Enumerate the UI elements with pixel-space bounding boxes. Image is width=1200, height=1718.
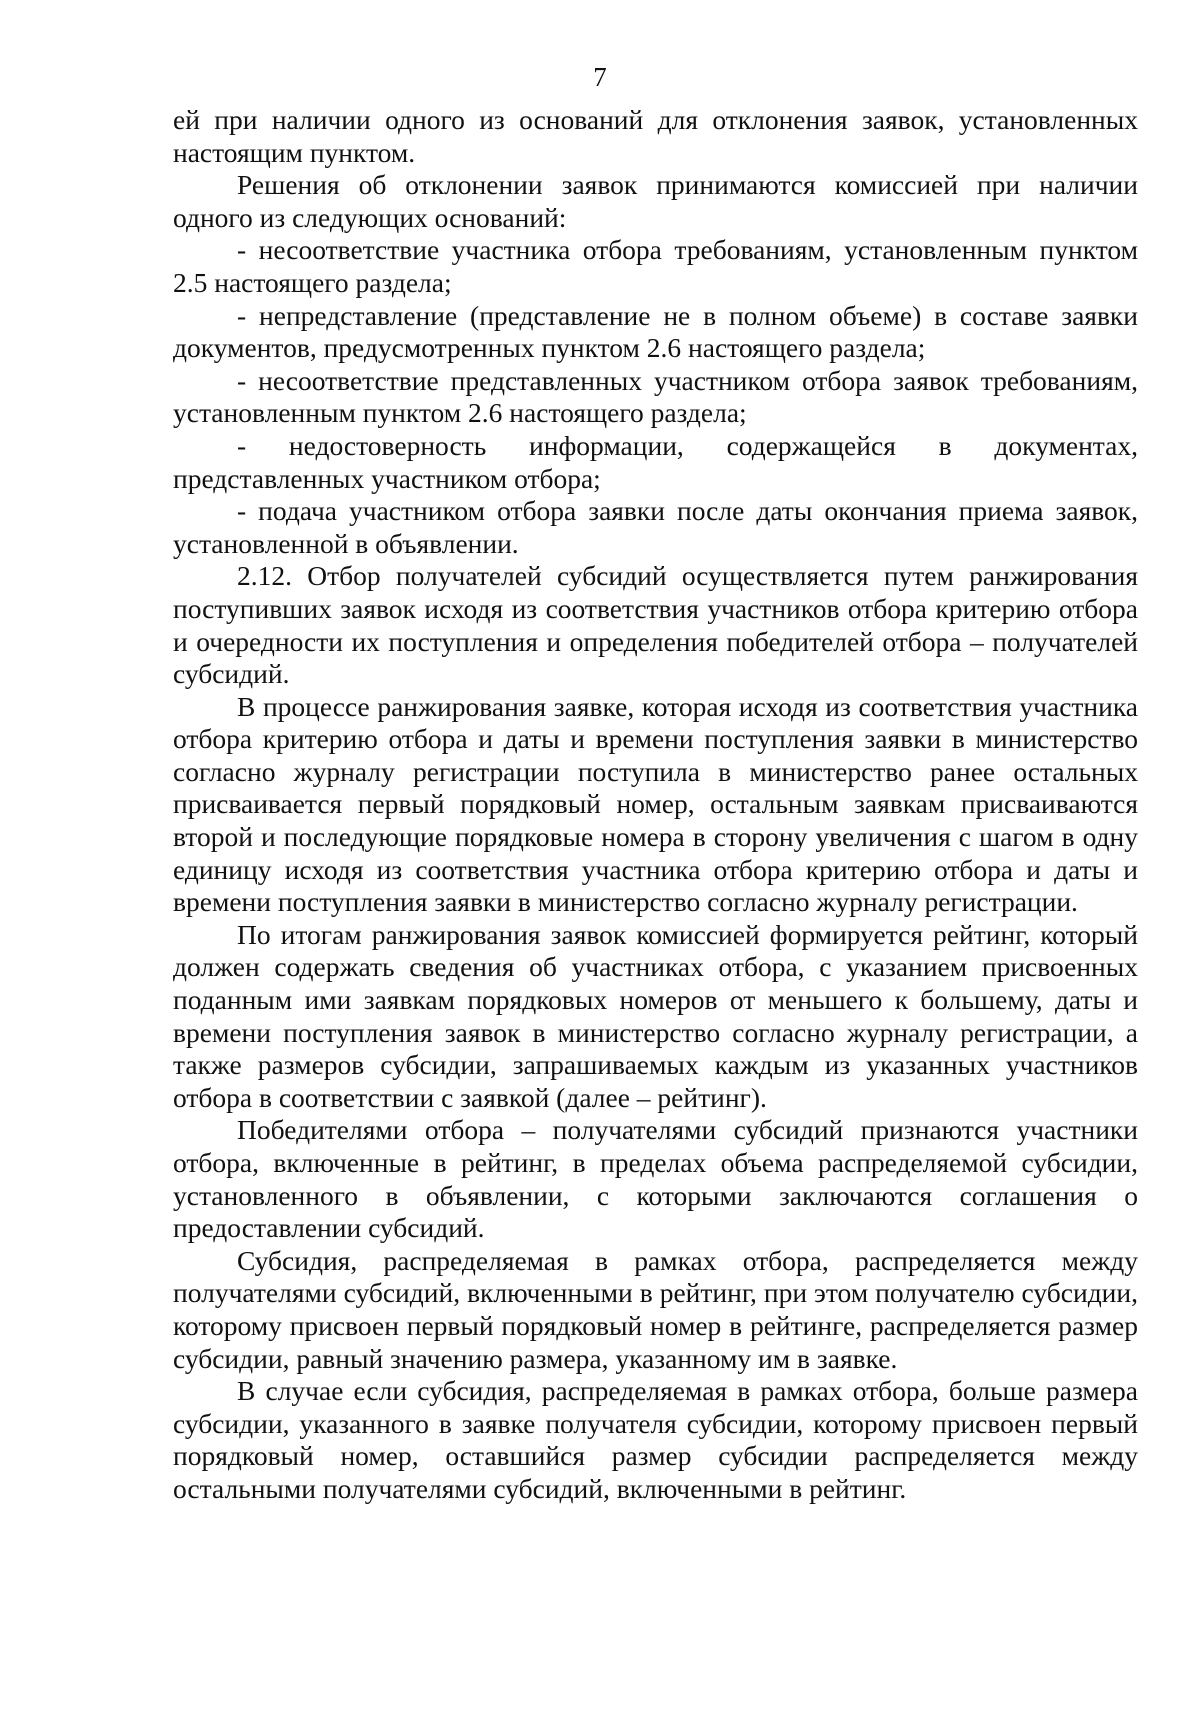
paragraph-section-2-12: 2.12. Отбор получателей субсидий осуществляется путем ранжирования поступивших заявок исходя из соответствия участников отбора критерию отбора и очередности их поступления и определения победителей отбора – получателей субсидий. — [173, 560, 1138, 690]
paragraph-rating-formation: По итогам ранжирования заявок комиссией формируется рейтинг, который должен содержать сведения об участниках отбора, с указанием присвоенных поданным ими заявкам порядковых номеров от меньшего к большему, даты и времени поступления заявок в министерство согласно журналу регистрации, а также размеров субсидии, запрашиваемых каждым из указанных участников отбора в соответствии с заявкой (далее – рейтинг). — [173, 918, 1138, 1113]
paragraph-remaining-subsidy: В случае если субсидия, распределяемая в рамках отбора, больше размера субсидии, указанного в заявке получателя субсидии, которому присвоен первый порядковый номер, оставшийся размер субсидии распределяется между остальными получателями субсидий, включенными в рейтинг. — [173, 1375, 1138, 1504]
paragraph-continuation: ей при наличии одного из оснований для отклонения заявок, установленных настоящим пунктом. — [173, 104, 1138, 168]
paragraph-winners: Победителями отбора – получателями субсидий признаются участники отбора, включенные в рейтинг, в пределах объема распределяемой субсидии, установленного в объявлении, с которыми заключаются соглашения о предоставлении субсидий. — [173, 1114, 1138, 1244]
list-item-requirements-mismatch: - несоответствие участника отбора требованиям, установленным пунктом 2.5 настоящего раздела; — [173, 234, 1138, 298]
list-item-application-mismatch: - несоответствие представленных участником отбора заявок требованиям, установленным пунктом 2.6 настоящего раздела; — [173, 364, 1138, 429]
list-item-unreliable-information: - недостоверность информации, содержащейся в документах, представленных участником отбора; — [173, 429, 1138, 494]
paragraph-rejection-decisions: Решения об отклонении заявок принимаются комиссией при наличии одного из следующих оснований: — [173, 169, 1138, 233]
list-item-late-submission: - подача участником отбора заявки после даты окончания приема заявок, установленной в объявлении. — [173, 495, 1138, 559]
paragraph-subsidy-distribution: Субсидия, распределяемая в рамках отбора, распределяется между получателями субсидий, включенными в рейтинг, при этом получателю субсидии, которому присвоен первый порядковый номер в рейтинге, распределяется размер субсидии, равный значению размера, указанному им в заявке. — [173, 1244, 1138, 1374]
paragraph-ranking-process: В процессе ранжирования заявке, которая исходя из соответствия участника отбора критерию отбора и даты и времени поступления заявки в министерство согласно журналу регистрации поступила в министерство ранее остальных присваивается первый порядковый номер, остальным заявкам присваиваются второй и последующие порядковые номера в сторону увеличения с шагом в одну единицу исходя из соответствия участника отбора критерию отбора и даты и времени поступления заявки в министерство согласно журналу регистрации. — [173, 690, 1138, 918]
list-item-documents-missing: - непредставление (представление не в полном объеме) в составе заявки документов, предусмотренных пунктом 2.6 настоящего раздела; — [173, 299, 1138, 364]
document-body — [173, 104, 1138, 1506]
page-number: 7 — [593, 62, 607, 92]
